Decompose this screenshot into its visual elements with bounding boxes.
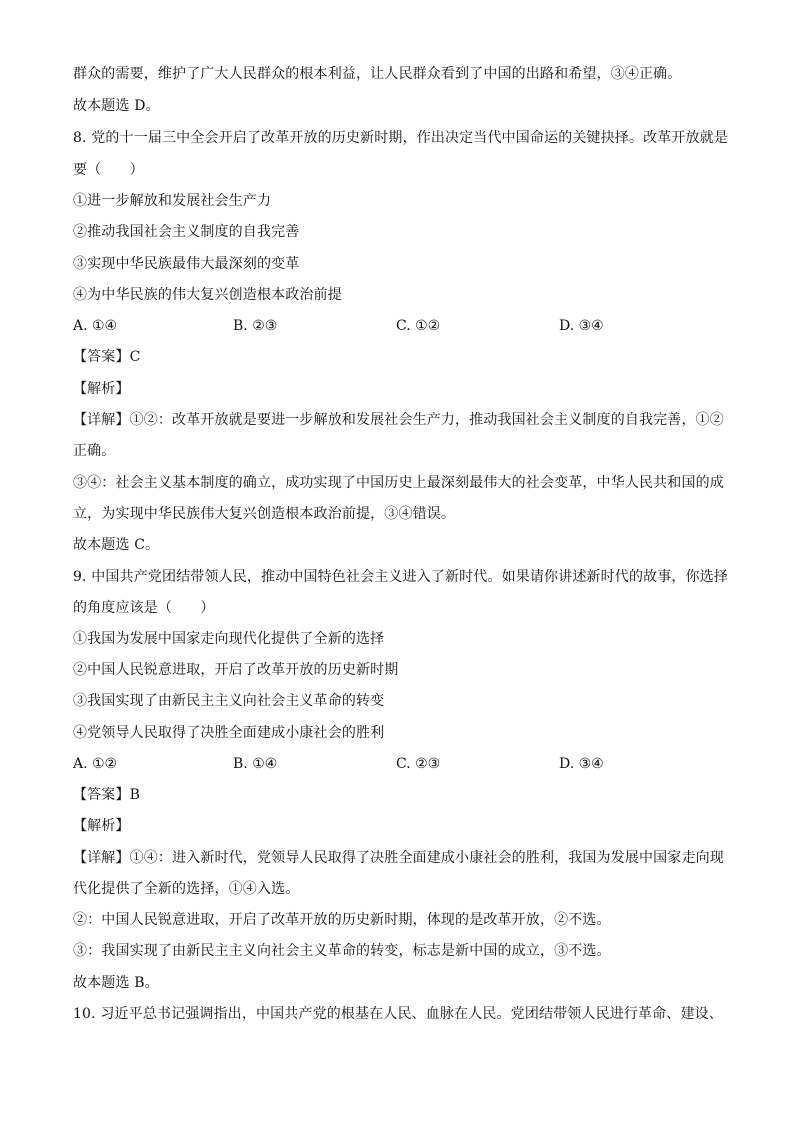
- statement-item: ④党领导人民取得了决胜全面建成小康社会的胜利: [73, 725, 385, 741]
- conclusion-text: 故本题选 B。: [73, 975, 159, 991]
- question-9-stem: 的角度应该是（ ）: [73, 600, 215, 616]
- option-b: B. ②③: [233, 318, 278, 334]
- question-10-stem: 10. 习近平总书记强调指出，中国共产党的根基在人民、血脉在人民。党团结带领人民进行革命、建设、: [73, 1006, 723, 1022]
- answer-label: 【答案】B: [73, 787, 141, 803]
- option-a: A. ①②: [73, 756, 118, 772]
- text-line: 故本题选 D。: [73, 98, 160, 114]
- option-d: D. ③④: [559, 756, 604, 772]
- statement-item: ②推动我国社会主义制度的自我完善: [73, 224, 300, 240]
- detail-text: 代化提供了全新的选择，①④入选。: [73, 881, 300, 897]
- detail-text: 【详解】①④：进入新时代，党领导人民取得了决胜全面建成小康社会的胜利，我国为发展中国家走向现: [73, 850, 724, 866]
- option-c: C. ①②: [396, 318, 441, 334]
- option-c: C. ②③: [396, 756, 441, 772]
- detail-text: 【详解】①②：改革开放就是要进一步解放和发展社会生产力，推动我国社会主义制度的自我完善，①②: [73, 412, 724, 428]
- question-8-stem: 要（ ）: [73, 162, 144, 178]
- detail-text: ③：我国实现了由新民主主义向社会主义革命的转变，标志是新中国的成立，③不选。: [73, 943, 611, 959]
- statement-item: ①进一步解放和发展社会生产力: [73, 193, 272, 209]
- detail-text: ②：中国人民锐意进取，开启了改革开放的历史新时期，体现的是改革开放，②不选。: [73, 912, 611, 928]
- analysis-label: 【解析】: [73, 818, 130, 834]
- statement-item: ③我国实现了由新民主主义向社会主义革命的转变: [73, 693, 385, 709]
- analysis-label: 【解析】: [73, 381, 130, 397]
- option-a: A. ①④: [73, 318, 118, 334]
- detail-text: 正确。: [73, 443, 116, 459]
- question-8-stem: 8. 党的十一届三中全会开启了改革开放的历史新时期，作出决定当代中国命运的关键抉择。改革开放就是: [73, 130, 729, 146]
- answer-label: 【答案】C: [73, 349, 141, 365]
- statement-item: ②中国人民锐意进取，开启了改革开放的历史新时期: [73, 662, 399, 678]
- statement-item: ①我国为发展中国家走向现代化提供了全新的选择: [73, 631, 385, 647]
- text-line: 群众的需要，维护了广大人民群众的根本利益，让人民群众看到了中国的出路和希望，③④正确。: [73, 66, 682, 82]
- question-9-stem: 9. 中国共产党团结带领人民，推动中国特色社会主义进入了新时代。如果请你讲述新时代的故事，你选择: [73, 569, 729, 585]
- option-b: B. ①④: [233, 756, 278, 772]
- option-d: D. ③④: [559, 318, 604, 334]
- detail-text: ③④：社会主义基本制度的确立，成功实现了中国历史上最深刻最伟大的社会变革，中华人民共和国的成: [73, 475, 724, 491]
- conclusion-text: 故本题选 C。: [73, 537, 160, 553]
- statement-item: ④为中华民族的伟大复兴创造根本政治前提: [73, 287, 342, 303]
- statement-item: ③实现中华民族最伟大最深刻的变革: [73, 256, 300, 272]
- detail-text: 立，为实现中华民族伟大复兴创造根本政治前提，③④错误。: [73, 506, 456, 522]
